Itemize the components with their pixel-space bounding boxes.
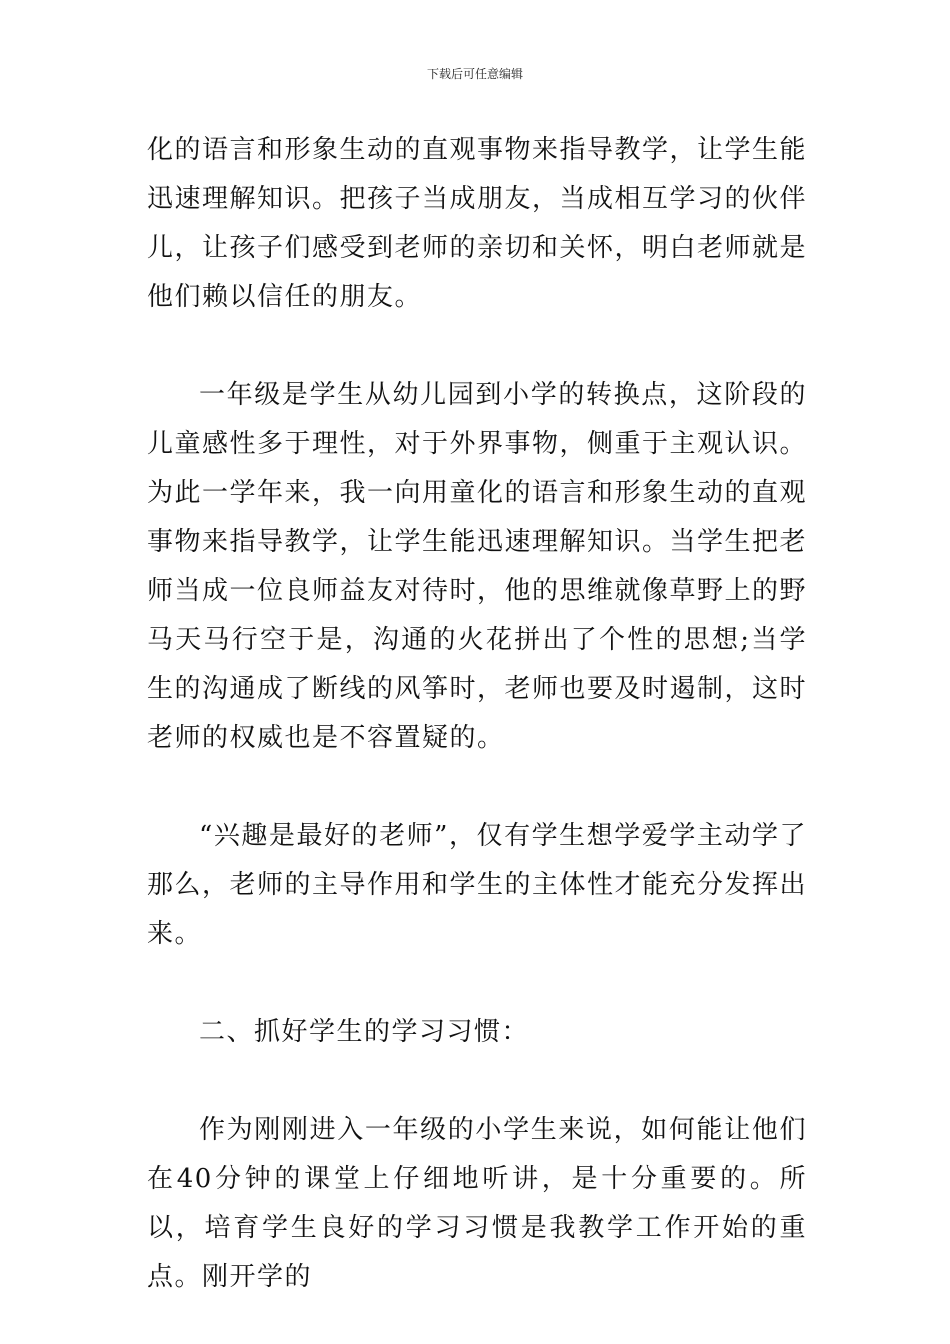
paragraph-continuation: 化的语言和形象生动的直观事物来指导教学，让学生能迅速理解知识。把孩子当成朋友，当成相互学习的伙伴儿，让孩子们感受到老师的亲切和关怀，明白老师就是他们赖以信任的朋友。 [147, 135, 808, 312]
paragraph-interest: “兴趣是最好的老师”，仅有学生想学爱学主动学了那么，老师的主导作用和学生的主体性才能充分发挥出来。 [147, 821, 808, 949]
document-body [147, 126, 807, 1302]
paragraph-study-habits: 作为刚刚进入一年级的小学生来说，如何能让他们在40分钟的课堂上仔细地听讲，是十分重要的。所以，培育学生良好的学习习惯是我教学工作开始的重点。刚开学的 [147, 1115, 807, 1292]
page-header-note: 下载后可任意编辑 [426, 67, 523, 81]
paragraph-first-grade: 一年级是学生从幼儿园到小学的转换点，这阶段的儿童感性多于理性，对于外界事物，侧重于主观认识。为此一学年来，我一向用童化的语言和形象生动的直观事物来指导教学，让学生能迅速理解知识。当学生把老师当成一位良师益友对待时，他的思维就像草野上的野马天马行空于是，沟通的火花拼出了个性的思想;当学生的沟通成了断线的风筝时，老师也要及时遏制，这时老师的权威也是不容置疑的。 [147, 380, 808, 753]
section-heading-study-habits: 二、抓好学生的学习习惯： [199, 1017, 530, 1047]
